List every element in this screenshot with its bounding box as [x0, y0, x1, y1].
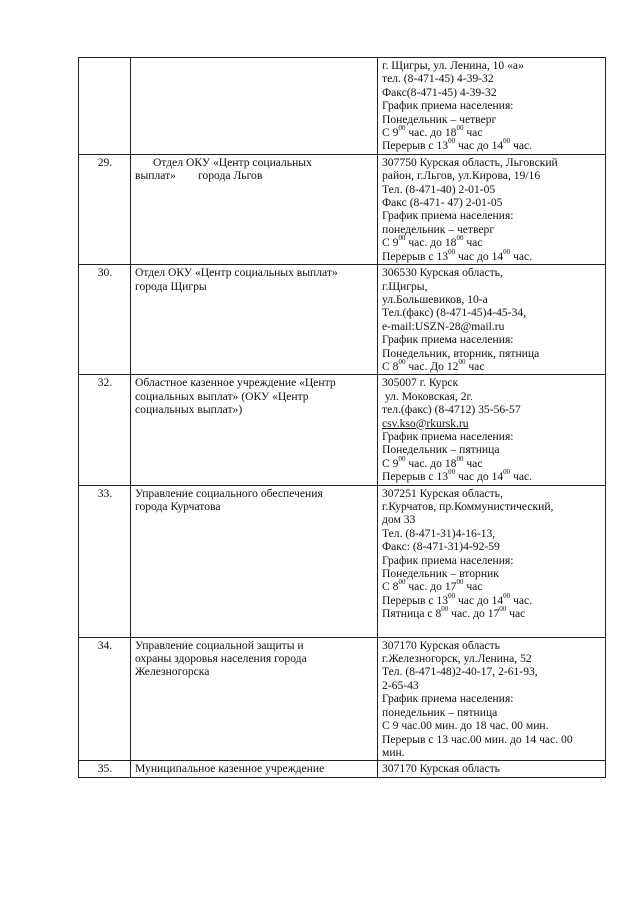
- fax-line: Факс (8-471- 47) 2-01-05: [382, 196, 503, 210]
- institution-address: 307750 Курская область, Льговский район, г.Льгов, ул.Кирова, 19/16 Тел. (8-471-40) 2-01-05 Факс (8-471- 47) 2-01-05 График приема населения: понедельник – четверг С $9^{00}$ час. до $18^{00}$ час Перерыв с $13^{00}$ час до $14^{00}$ час.: [378, 154, 606, 264]
- phone-line: тел.(факс) (8-4712) 35-56-57: [382, 403, 521, 417]
- schedule-heading: График приема населения:: [382, 209, 514, 223]
- row-number: 35.: [79, 761, 131, 777]
- table-row: [79, 485, 606, 637]
- row-number: 29.: [79, 154, 131, 264]
- institution-address: 307170 Курская область: [378, 761, 606, 777]
- table-row: [79, 761, 606, 777]
- row-number: 32.: [79, 375, 131, 485]
- phone-line: Тел. (8-471-31)4-16-13,: [382, 526, 496, 540]
- phone-line: Тел. (8-471-48)2-40-17, 2-61-93,: [382, 665, 538, 679]
- institution-name: [131, 58, 378, 155]
- institutions-table: [78, 57, 606, 778]
- row-number: [79, 58, 131, 155]
- schedule-days: Понедельник – четверг: [382, 112, 497, 126]
- table-row: [79, 265, 606, 375]
- fax-line: Факс: (8-471-31)4-92-59: [382, 540, 500, 554]
- row-number: 34.: [79, 637, 131, 761]
- schedule-hours: С $9^{00}$ час. до $18^{00}$ час: [382, 124, 483, 140]
- schedule-break: Перерыв с $13^{00}$ час до $14^{00}$ час.: [382, 247, 533, 263]
- institution-name: Управление социальной защиты и охраны здоровья населения города Железногорска: [131, 637, 378, 761]
- phone-line: тел. (8-471-45) 4-39-32: [382, 72, 494, 86]
- institution-address: [378, 58, 606, 155]
- schedule-days: понедельник – четверг: [382, 222, 495, 236]
- table-row: [79, 58, 606, 155]
- table-row: [79, 154, 606, 264]
- schedule-heading: График приема населения:: [382, 553, 514, 567]
- institution-name: Отдел ОКУ «Центр социальных выплат» города Щигры: [131, 265, 378, 375]
- schedule-hours: С 9 час.00 мин. до 18 час. 00 мин.: [382, 719, 549, 733]
- schedule-break: Перерыв с 13 час.00 мин. до 14 час. 00: [382, 732, 573, 746]
- row-number: 33.: [79, 485, 131, 637]
- institution-address: 307251 Курская область, г.Курчатов, пр.Коммунистический, дом 33 Тел. (8-471-31)4-16-13, Факс: (8-471-31)4-92-59 График приема населения: Понедельник – вторник С $8^{00}$ час. до $17^{00}$ час Перерыв с $13^{00}$ час до $14^{00}$ час. Пятница с $8^{00}$ час. до $17^{00}$ час: [378, 485, 606, 637]
- schedule-break: Перерыв с $13^{00}$ час до $14^{00}$ час.: [382, 137, 533, 153]
- institution-name: Отдел ОКУ «Центр социальных выплат» города Льгов: [131, 154, 378, 264]
- fax-line: Факс(8-471-45) 4-39-32: [382, 85, 497, 99]
- schedule-hours: С $9^{00}$ час. до $18^{00}$ час: [382, 234, 483, 250]
- schedule-hours: С $8^{00}$ час. до $17^{00}$ час: [382, 578, 483, 594]
- schedule-days: Понедельник – пятница: [382, 443, 500, 457]
- email-link[interactable]: csv.kso@rkursk.ru: [382, 416, 469, 430]
- schedule-hours: С $9^{00}$ час. до $18^{00}$ час: [382, 454, 483, 470]
- table-row: [79, 375, 606, 485]
- row-number: 30.: [79, 265, 131, 375]
- schedule-heading: График приема населения:: [382, 333, 514, 347]
- schedule-break: Перерыв с $13^{00}$ час до $14^{00}$ час.: [382, 468, 533, 484]
- institution-name: Областное казенное учреждение «Центр социальных выплат» (ОКУ «Центр социальных выплат»): [131, 375, 378, 485]
- institution-address: 305007 г. Курск ул. Моковская, 2г. тел.(факс) (8-4712) 35-56-57 csv.kso@rkursk.ru График приема населения: Понедельник – пятница С $9^{00}$ час. до $18^{00}$ час Перерыв с $13^{00}$ час до $14^{00}$ час.: [378, 375, 606, 485]
- schedule-hours: С $8^{00}$ час. До $12^{00}$ час: [382, 357, 485, 373]
- address-line: г. Щигры, ул. Ленина, 10 «а»: [382, 59, 524, 72]
- schedule-days: понедельник – пятница: [382, 705, 498, 719]
- schedule-days: Понедельник – вторник: [382, 567, 499, 581]
- phone-line: Тел.(факс) (8-471-45)4-45-34,: [382, 306, 527, 320]
- schedule-days: Понедельник, вторник, пятница: [382, 346, 540, 360]
- institution-address: 306530 Курская область, г.Щигры, ул.Большевиков, 10-а Тел.(факс) (8-471-45)4-45-34, e-mail:USZN-28@mail.ru График приема населения: Понедельник, вторник, пятница С $8^{00}$ час. До $12^{00}$ час: [378, 265, 606, 375]
- institution-name: Муниципальное казенное учреждение: [131, 761, 378, 777]
- schedule-break: Перерыв с $13^{00}$ час до $14^{00}$ час.: [382, 591, 533, 607]
- table-row: [79, 637, 606, 761]
- schedule-friday: Пятница с $8^{00}$ час. до $17^{00}$ час: [382, 605, 526, 621]
- schedule-heading: График приема населения:: [382, 99, 514, 113]
- email-line: e-mail:USZN-28@mail.ru: [382, 319, 505, 333]
- phone-line: Тел. (8-471-40) 2-01-05: [382, 182, 496, 196]
- institution-name: Управление социального обеспечения города Курчатова: [131, 485, 378, 637]
- institution-address: 307170 Курская область г.Железногорск, ул.Ленина, 52 Тел. (8-471-48)2-40-17, 2-61-93, 2-65-43 График приема населения: понедельник – пятница С 9 час.00 мин. до 18 час. 00 мин. Перерыв с 13 час.00 мин. до 14 час. 00 мин.: [378, 637, 606, 761]
- schedule-heading: График приема населения:: [382, 429, 514, 443]
- schedule-heading: График приема населения:: [382, 692, 514, 706]
